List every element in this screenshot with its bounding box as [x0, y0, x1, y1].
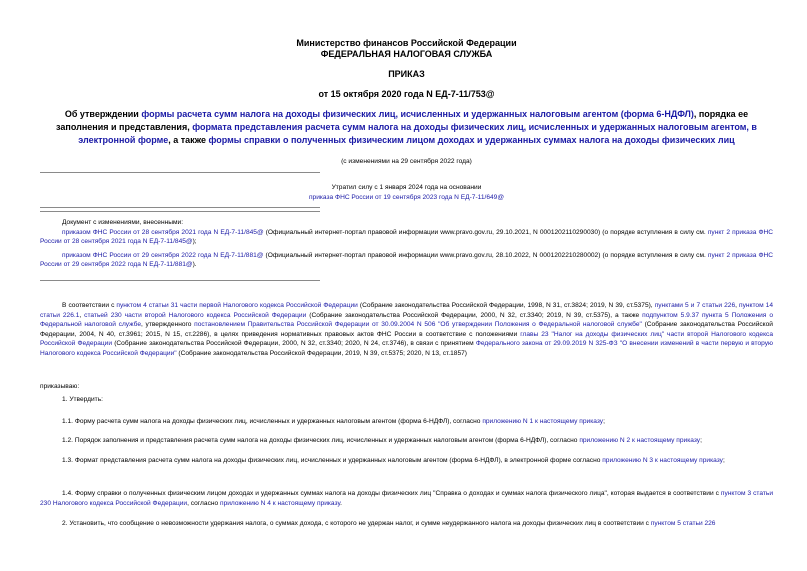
basis-paragraph: [40, 301, 773, 359]
order-text: , согласно: [187, 499, 221, 507]
amendment-link[interactable]: пункт 2 приказа ФНС России от 28 сентября 2021 года N ЕД-7-11/845@: [40, 228, 773, 246]
article-226-link[interactable]: пунктом 5 статьи 226: [650, 520, 716, 527]
basis-link[interactable]: Федерального закона от 29.09.2019 N 325-ФЗ "О внесении изменений в части первую и вторую Налогового кодекса Российской Федерации": [40, 340, 773, 357]
title-link-format[interactable]: формата представления расчета сумм налога на доходы физических лиц, исчисленных и удержанных налоговым агентом, в электронной форме: [78, 122, 757, 145]
order-text: 1.1. Форму расчета сумм налога на доходы физических лиц, исчисленных и удержанных налоговым агентом (форма 6-НДФЛ), согласно: [62, 418, 483, 425]
basis-link[interactable]: пунктом 4 статьи 31 части первой Налогового кодекса Российской Федерации: [116, 302, 358, 309]
amendment-item: [40, 228, 773, 247]
order-text: .: [340, 499, 342, 507]
order-text: 1.2. Порядок заполнения и представления расчета сумм налога на доходы физических лиц, исчисленных и удержанных налоговым агентом (форма 6-НДФЛ), согласно: [62, 437, 580, 444]
ministry-name: Министерство финансов Российской Федерации: [296, 38, 517, 48]
order-text: ;: [700, 437, 702, 444]
basis-text: (Собрание законодательства Российской Федерации, 2000, N 32, ст.3340; 2020, N 24, ст.3746), в связи с принятием: [112, 340, 476, 348]
basis-link[interactable]: пунктом 14 статьи 226.1: [40, 302, 773, 319]
basis-text: (Собрание законодательства Российской Федерации, 2019, N 39, ст.5375; 2020, N 13, ст.1857): [176, 349, 467, 357]
basis-text: (Собрание законодательства Российской Федерации, 2004, N 40, ст.3961; 2015, N 15, ст.2286), в целях приведения нормативных правовых актов ФНС России в соответствие с положениями: [40, 321, 773, 338]
basis-link[interactable]: постановлением Правительства Российской Федерации от 30.09.2004 N 506 "Об утверждении Положения о Федеральной налоговой службе": [194, 321, 642, 329]
order-text: 2. Установить, что сообщение о невозможности удержания налога, о суммах дохода, с которого не удержан налог, и сумме неудержанного налога на доходы физических лиц в соответствии с: [62, 520, 651, 527]
basis-text: ,: [79, 311, 85, 319]
order-point-1-3: [40, 456, 773, 466]
basis-link[interactable]: подпунктом 5.9.37 пункта 5 Положения о Федеральной налоговой службе: [40, 311, 773, 329]
basis-text: (Собрание законодательства Российской Федерации, 2000, N 32, ст.3340; 2019, N 39, ст.5375), а также: [306, 311, 643, 319]
appendix-4-link[interactable]: приложению N 4 к настоящему приказу: [220, 499, 341, 507]
appendix-1-link[interactable]: приложению N 1 к настоящему приказу: [482, 418, 604, 425]
invalid-text: Утратил силу с 1 января 2024 года на основании: [331, 184, 482, 191]
order-point-1: 1. Утвердить:: [62, 396, 103, 403]
divider-line: [40, 207, 320, 208]
invalid-link[interactable]: приказа ФНС России от 19 сентября 2023 года N ЕД-7-11/649@: [308, 193, 505, 201]
basis-text: (Собрание законодательства Российской Федерации, 1998, N 31, ст.3824; 2019, N 39, ст.5375),: [357, 302, 655, 309]
amendment-link[interactable]: пункт 2 приказа ФНС России от 29 сентября 2022 года N ЕД-7-11/881@: [40, 251, 773, 269]
basis-text: ,: [735, 302, 739, 309]
basis-link[interactable]: статьей 230 части второй Налогового кодекса Российской Федерации: [84, 311, 307, 319]
service-name: ФЕДЕРАЛЬНАЯ НАЛОГОВАЯ СЛУЖБА: [320, 49, 493, 59]
title-link-form-6ndfl[interactable]: формы расчета сумм налога на доходы физических лиц, исчисленных и удержанных налоговым агентом (форма 6-НДФЛ): [141, 109, 694, 119]
order-text: ;: [722, 457, 725, 464]
appendix-3-link[interactable]: приложению N 3 к настоящему приказу: [602, 457, 723, 464]
divider-line: [40, 172, 320, 173]
basis-text: В соответствии с: [62, 302, 117, 309]
divider-line: [40, 211, 320, 212]
prikazyvayu: приказываю:: [40, 383, 80, 390]
title-text-1: Об утверждении: [64, 109, 142, 119]
doc-title: [40, 108, 773, 147]
order-point-2: [40, 519, 773, 529]
amendments-block: [40, 218, 773, 270]
changes-note: (с изменениями на 29 сентября 2022 года): [341, 158, 472, 165]
amendment-text: );: [192, 238, 197, 246]
amendment-item: [40, 251, 773, 270]
appendix-2-link[interactable]: приложению N 2 к настоящему приказу: [579, 437, 701, 444]
divider-line: [40, 280, 320, 281]
order-text: ;: [603, 418, 605, 425]
invalid-notice: [40, 183, 773, 202]
order-point-1-2: [40, 436, 773, 446]
doc-number: от 15 октября 2020 года N ЕД-7-11/753@: [318, 89, 495, 99]
order-point-1-1: [40, 417, 773, 427]
title-text-2: , порядка ее заполнения и представления,: [56, 109, 749, 132]
amendment-text: (Официальный интернет-портал правовой информации www.pravo.gov.ru, 28.10.2022, N 0001202210280002) (о порядке вступления в силу см.: [263, 251, 708, 259]
amendment-link[interactable]: приказом ФНС России от 29 сентября 2022 года N ЕД-7-11/881@: [62, 251, 264, 259]
basis-link[interactable]: пунктами 5 и 7 статьи 226: [654, 302, 736, 309]
amendment-text: ).: [192, 261, 197, 269]
amendment-link[interactable]: приказом ФНС России от 28 сентября 2021 года N ЕД-7-11/845@: [62, 228, 264, 236]
basis-link[interactable]: главы 23 "Налог на доходы физических лиц" части второй Налогового кодекса Российской Федерации: [40, 330, 773, 348]
title-link-certificate[interactable]: формы справки о полученных физическим лицом доходах и удержанных суммах налога на доходы физических лиц: [208, 135, 735, 145]
basis-text: , утвержденного: [141, 321, 195, 329]
order-text: 1.4. Форму справки о полученных физическим лицом доходах и удержанных суммах налога на доходы физических лиц "Справка о доходах и суммах налога физического лица", которая выдается в соответствии с: [62, 490, 721, 497]
doc-type: ПРИКАЗ: [388, 69, 425, 79]
title-text-3: , а также: [168, 135, 209, 145]
order-text: 1.3. Формат представления расчета сумм налога на доходы физических лиц, исчисленных и удержанных налоговым агентом (форма 6-НДФЛ), в электронной форме согласно: [62, 457, 603, 464]
order-point-1-4: [40, 489, 773, 508]
article-230-link[interactable]: пунктом 3 статьи 230 Налогового кодекса Российской Федерации: [40, 490, 773, 507]
amendment-text: (Официальный интернет-портал правовой информации www.pravo.gov.ru, 29.10.2021, N 0001202110290030) (о порядке вступления в силу см.: [263, 228, 708, 236]
amendments-intro: Документ с изменениями, внесенными:: [62, 219, 184, 226]
